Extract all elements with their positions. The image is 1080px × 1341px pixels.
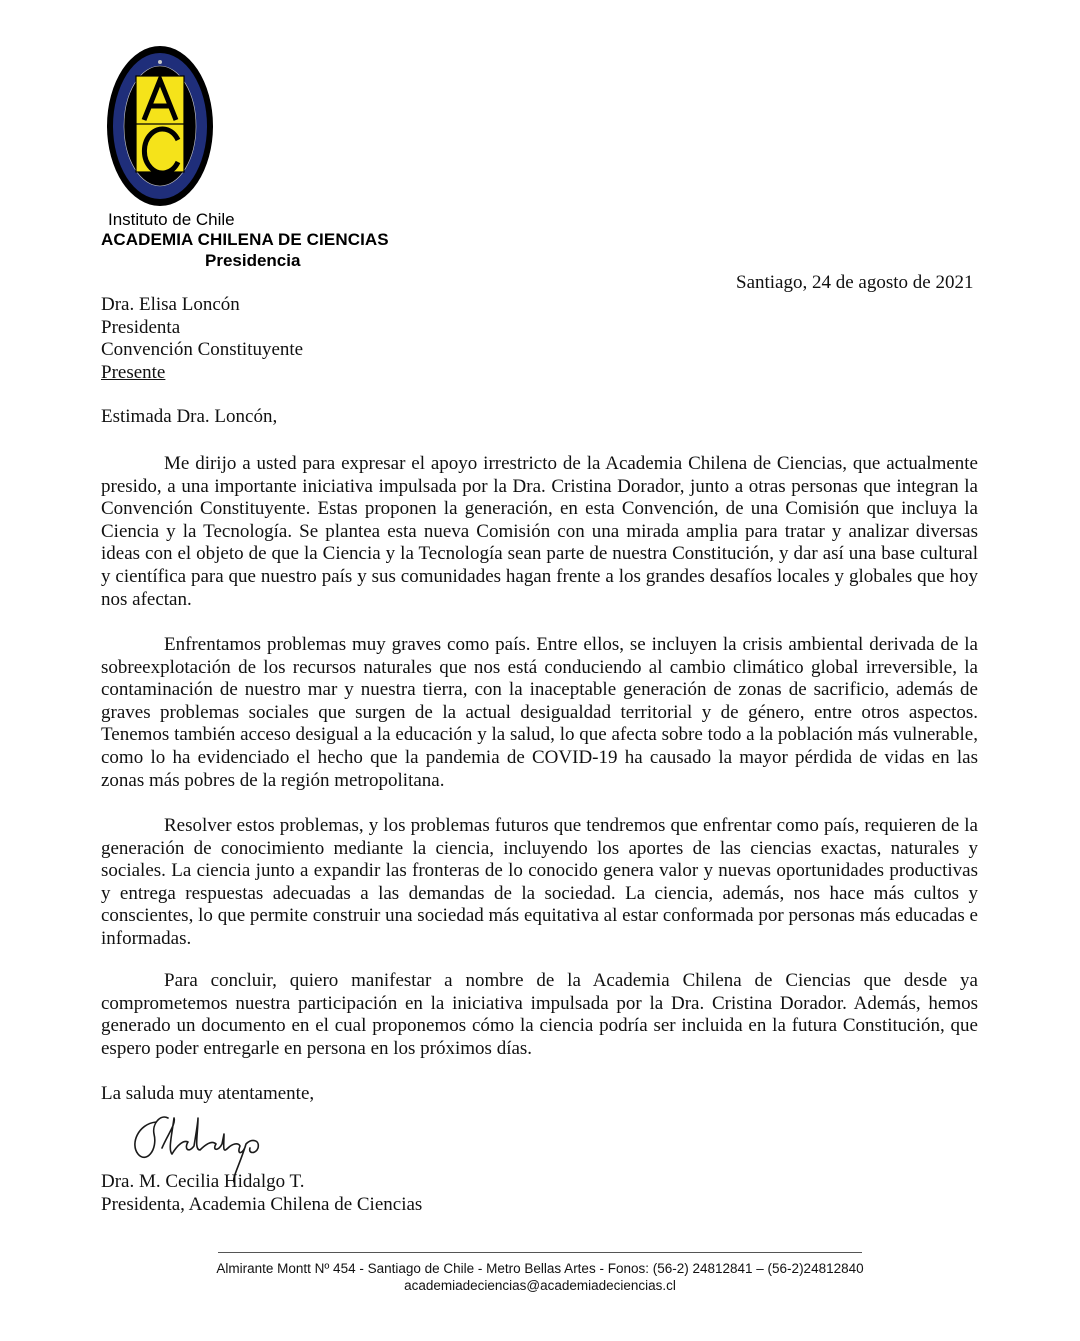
paragraph-text: Resolver estos problemas, y los problemas futuros que tendremos que enfrentar como país, requieren de la generación de conocimiento mediante la ciencia, incluyendo los aportes de las ciencias exactas, naturales y sociales. La ciencia junto a expandir las fronteras de lo conocido genera valor y nuevas oportunidades productivas y entrega respuestas adecuadas a las demandas de la sociedad. La ciencia, además, nos hace más cultos y conscientes, lo que permite construir una sociedad más equitativa al estar conformada por personas más educadas e informadas. (101, 815, 978, 949)
body-paragraph-2 (101, 634, 978, 792)
paragraph-text: Enfrentamos problemas muy graves como país. Entre ellos, se incluyen la crisis ambiental derivada de la sobreexplotación de los recursos naturales que nos está conduciendo al cambio climático global irreversible, la contaminación de nuestro mar y nuestra tierra, con la inaceptable generación de zonas de sacrificio, además de graves problemas sociales que surgen de la actual desigualdad territorial y de género, entre otros aspectos. Tenemos también acceso desigual a la educación y la salud, lo que afecta sobre todo a la población más vulnerable, como lo ha evidenciado el hecho que la pandemia de COVID-19 ha causado la mayor pérdida de vidas en las zonas más pobres de la región metropolitana. (101, 634, 978, 791)
recipient-name: Dra. Elisa Loncón (101, 294, 240, 315)
footer-divider (218, 1252, 862, 1253)
closing-line: La saluda muy atentamente, (101, 1083, 315, 1104)
signer-block (101, 1171, 422, 1216)
recipient-title: Presidenta (101, 316, 181, 338)
seal-icon (106, 44, 214, 208)
department-name: Presidencia (205, 251, 301, 270)
recipient-block (101, 294, 303, 384)
footer-email: academiadeciencias@academiadeciencias.cl (404, 1278, 676, 1293)
paragraph-text: Me dirijo a usted para expresar el apoyo irrestricto de la Academia Chilena de Ciencias, que actualmente presido, a una importante iniciativa impulsada por la Dra. Cristina Dorador, junto a otras personas que integran la Convención Constituyente. Estas proponen la generación, en esta Convención, de una Comisión que incluya la Ciencia y la Tecnología. Se plantea esta nueva Comisión con una mirada amplia para tratar y analizar diversas ideas con el objeto de que la Ciencia y la Tecnología sean parte de nuestra Constitución, y dar así una base cultural y científica para que nuestro país y sus comunidades hagan frente a los grandes desafíos locales y globales que hoy nos afectan. (101, 453, 978, 610)
signer-name: Dra. M. Cecilia Hidalgo T. (101, 1171, 305, 1192)
recipient-presente: Presente (101, 361, 166, 383)
institute-name: Instituto de Chile (108, 210, 235, 229)
letter-date: Santiago, 24 de agosto de 2021 (736, 272, 974, 293)
academy-seal-logo (106, 44, 214, 208)
paragraph-text: Para concluir, quiero manifestar a nombre de la Academia Chilena de Ciencias que desde ya comprometemos nuestra participación en la iniciativa impulsada por la Dra. Cristina Dorador. Además, hemos generado un documento en el cual proponemos cómo la ciencia podría ser incluida en la futura Constitución, que espero poder entregarle en persona en los próximos días. (101, 970, 978, 1059)
academy-name: ACADEMIA CHILENA DE CIENCIAS (101, 230, 389, 249)
body-paragraph-1 (101, 453, 978, 611)
body-paragraph-4 (101, 970, 978, 1060)
signer-title: Presidenta, Academia Chilena de Ciencias (101, 1193, 423, 1215)
recipient-org: Convención Constituyente (101, 339, 304, 360)
footer-address: Almirante Montt Nº 454 - Santiago de Chile - Metro Bellas Artes - Fonos: (56-2) 24812841 – (56-2)24812840 (216, 1261, 864, 1276)
greeting: Estimada Dra. Loncón, (101, 406, 278, 427)
body-paragraph-3 (101, 815, 978, 951)
